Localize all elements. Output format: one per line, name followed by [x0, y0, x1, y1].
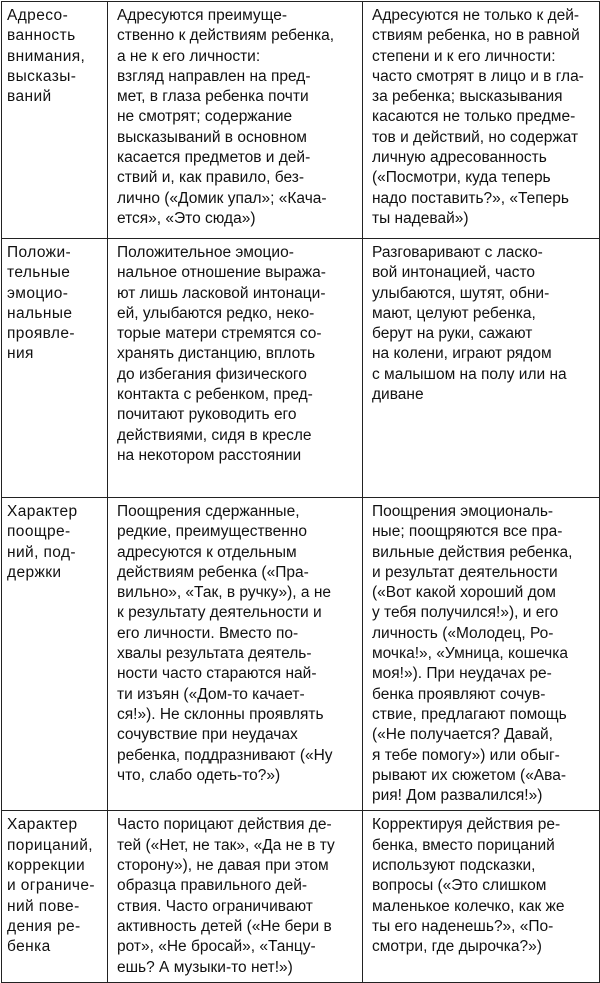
text-line: вильно», «Так, в ручку»), а не [117, 584, 332, 602]
text-line: ешь? А музыки-то нет!») [117, 958, 293, 976]
second-group-cell [363, 2, 600, 239]
criterion-line: держки [7, 563, 62, 581]
text-line: Часто порицают действия де- [117, 816, 332, 834]
text-line: сочувствие при неудачах [117, 726, 298, 744]
text-line: действиями, сидя в кресле [117, 426, 312, 444]
text-line: тов и действий, но содержат [372, 128, 579, 146]
text-line: Поощрения сдержанные, [117, 503, 300, 520]
text-line: ется», «Это сюда») [117, 209, 256, 227]
text-line: мет, в глаза ребенка почти [117, 88, 309, 106]
text-line: его личности. Вместо по- [117, 624, 299, 642]
text-line: надо поставить?», «Теперь [372, 189, 569, 207]
text-line: тей («Нет, не так», «Да не в ту [117, 836, 335, 854]
text-line: Адресуются не только к дей- [372, 7, 580, 24]
text-line: диване [372, 386, 424, 404]
text-line: хранять дистанцию, вплоть [117, 345, 316, 363]
criterion-line: ванность [7, 27, 76, 45]
text-line: ти изъян («Дом-то качает- [117, 685, 305, 703]
text-line: бенка, вместо порицаний [372, 836, 555, 854]
text-line: вильные действия ребенка, [372, 543, 573, 561]
criterion-line: тельные [7, 264, 71, 282]
criterion-line: дения ре- [7, 917, 81, 935]
table-row [2, 2, 600, 239]
table-row [2, 239, 600, 498]
comparison-table [1, 1, 600, 983]
text-line: ствие, предлагают помощь [372, 705, 567, 723]
criterion-line: ний, под- [7, 543, 76, 561]
criterion-cell [2, 239, 108, 498]
criterion-cell [2, 498, 108, 811]
text-line: образца правильного дей- [117, 877, 308, 895]
table-row [2, 498, 600, 811]
criterion-line: Положи- [7, 244, 72, 261]
second-group-cell [363, 498, 600, 811]
text-line: смотри, где дырочка?») [372, 938, 542, 956]
criterion-line: внимания, [7, 47, 86, 65]
text-line: Адресуются преимуще- [117, 7, 288, 24]
text-line: Корректируя действия ре- [372, 816, 561, 834]
text-line: почитают руководить его [117, 406, 297, 424]
criterion-line: и ограниче- [7, 877, 95, 895]
text-line: ты надевай») [372, 209, 469, 227]
text-line: ребенка, поддразнивают («Ну [117, 746, 333, 764]
criterion-line: нальные [7, 304, 73, 322]
first-group-cell [108, 811, 363, 982]
criterion-line: Характер [7, 816, 78, 834]
text-line: редкие, преимущественно [117, 523, 307, 541]
text-line: высказываний в основном [117, 128, 307, 146]
text-line: и результат деятельности [372, 563, 558, 581]
text-line: используют подсказки, [372, 857, 536, 875]
text-line: взгляд направлен на пред- [117, 67, 311, 85]
text-line: мают, целуют ребенка, [372, 304, 536, 322]
text-line: личную адресованность [372, 149, 547, 167]
text-line: что, слабо одеть-то?») [117, 766, 281, 784]
text-line: адресуются к отдельным [117, 543, 297, 561]
text-line: у тебя получился!»), и его [372, 604, 559, 622]
criterion-line: Адресо- [7, 7, 69, 24]
text-line: («Вот какой хороший дом [372, 584, 556, 602]
first-group-cell [108, 498, 363, 811]
criterion-line: порицаний, [7, 836, 93, 854]
criterion-line: бенка [7, 938, 51, 956]
text-line: ствий и, как правило, без- [117, 169, 305, 187]
text-line: касается предметов и дей- [117, 149, 311, 167]
second-group-cell [363, 811, 600, 982]
text-line: за ребенка; высказывания [372, 88, 563, 106]
first-group-cell [108, 2, 363, 239]
text-line: я тебе помогу») или обыг- [372, 746, 560, 764]
table-row [2, 811, 600, 982]
text-line: вой интонацией, часто [372, 264, 536, 282]
text-line: торые матери стремятся со- [117, 325, 322, 343]
text-line: действиям ребенка («Пра- [117, 563, 309, 581]
text-line: рия! Дом развалился!») [372, 787, 543, 805]
text-line: ности часто стараются най- [117, 665, 317, 683]
text-line: личность («Молодец, Ро- [372, 624, 554, 642]
text-line: Положительное эмоцио- [117, 244, 294, 261]
text-line: вопросы («Это слишком [372, 877, 547, 895]
criterion-line: поощре- [7, 523, 71, 541]
text-line: ственно к действиям ребенка, [117, 27, 335, 45]
text-line: не смотрят; содержание [117, 108, 293, 126]
text-line: с малышом на полу или на [372, 365, 567, 383]
text-line: к результату деятельности и [117, 604, 322, 622]
text-line: активность детей («Не бери в [117, 917, 332, 935]
criterion-line: Характер [7, 503, 78, 520]
text-line: ей, улыбаются редко, неко- [117, 304, 315, 322]
text-line: моя!»). При неудачах ре- [372, 665, 552, 683]
text-line: нальное отношение выража- [117, 264, 326, 282]
text-line: («Не получается? Давай, [372, 726, 553, 744]
text-line: лично («Домик упал»; «Кача- [117, 189, 327, 207]
text-line: касаются не только предме- [372, 108, 576, 126]
criterion-line: эмоцио- [7, 284, 69, 302]
text-line: до избегания физического [117, 365, 307, 383]
criterion-line: ний пове- [7, 897, 80, 915]
text-line: рот», «Не бросай», «Танцу- [117, 938, 316, 956]
text-line: мочка!», «Умница, кошечка [372, 645, 568, 663]
text-line: на колени, играют рядом [372, 345, 552, 363]
text-line: ные; поощряются все пра- [372, 523, 563, 541]
first-group-cell [108, 239, 363, 498]
text-line: ют лишь ласковой интонаци- [117, 284, 326, 302]
text-line: а не к его личности: [117, 47, 261, 65]
text-line: сторону»), не давая при этом [117, 857, 329, 875]
text-line: хвалы результата деятель- [117, 645, 312, 663]
text-line: ствия. Часто ограничивают [117, 897, 313, 915]
text-line: бенка проявляют сочув- [372, 685, 546, 703]
text-line: контакта с ребенком, пред- [117, 386, 313, 404]
second-group-cell [363, 239, 600, 498]
criterion-line: высказы- [7, 67, 77, 85]
text-line: рывают их сюжетом («Ава- [372, 766, 566, 784]
criterion-cell [2, 811, 108, 982]
text-line: Поощрения эмоциональ- [372, 503, 554, 520]
text-line: Разговаривают с ласко- [372, 244, 543, 261]
criterion-cell [2, 2, 108, 239]
criterion-line: ваний [7, 88, 52, 106]
text-line: на некотором расстоянии [117, 446, 302, 464]
criterion-line: ния [7, 345, 34, 363]
text-line: ты его наденешь?», «По- [372, 917, 554, 935]
text-line: степени и к его личности: [372, 47, 556, 65]
criterion-line: коррекции [7, 857, 86, 875]
text-line: («Посмотри, куда теперь [372, 169, 551, 187]
text-line: маленькое колечко, как же [372, 897, 565, 915]
criterion-line: проявле- [7, 325, 75, 343]
text-line: берут на руки, сажают [372, 325, 533, 343]
text-line: улыбаются, шутят, обни- [372, 284, 550, 302]
text-line: ся!»). Не склонны проявлять [117, 705, 324, 723]
text-line: ствиям ребенка, но в равной [372, 27, 580, 45]
text-line: часто смотрят в лицо и в гла- [372, 67, 584, 85]
